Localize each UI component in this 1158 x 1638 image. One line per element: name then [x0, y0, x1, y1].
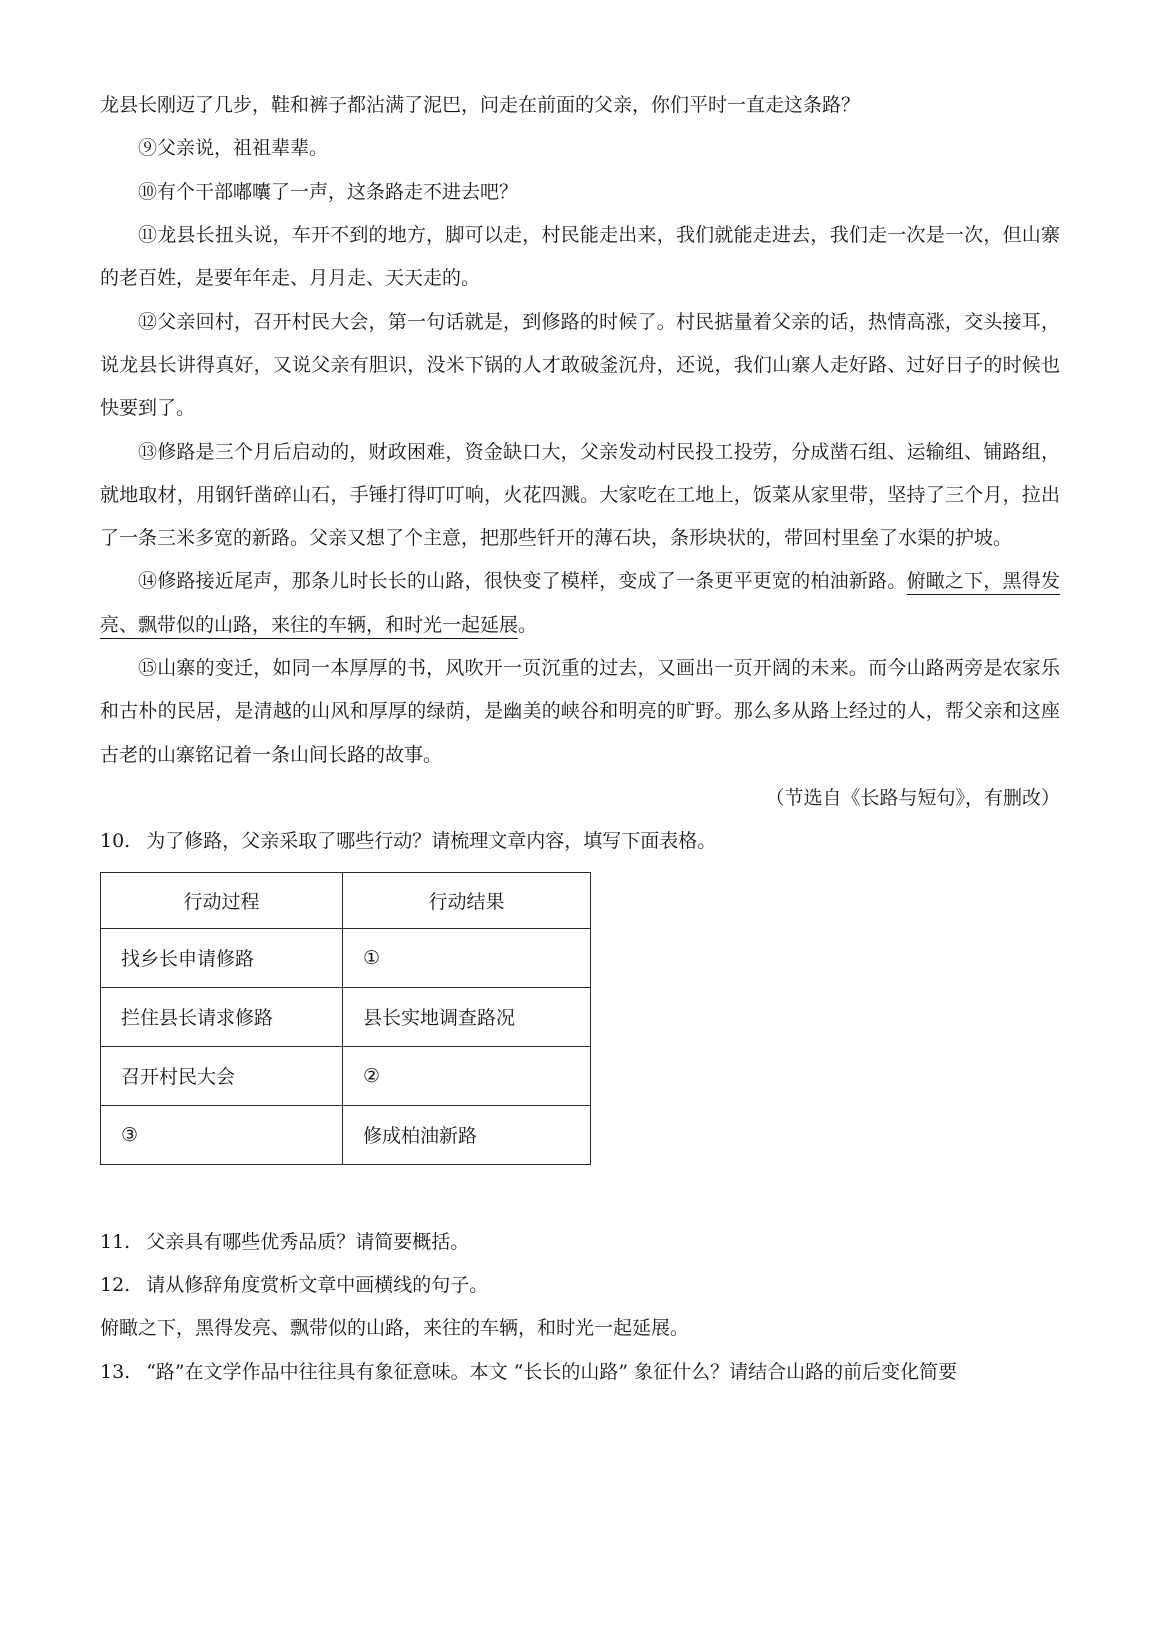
question-10	[100, 820, 1060, 863]
passage-text: ⑭修路接近尾声，那条儿时长长的山路，很快变了模样，变成了一条更平更宽的柏油新路。	[138, 570, 907, 593]
action-table-head	[101, 872, 591, 928]
passage-text: ⑩有个干部嘟囔了一声，这条路走不进去吧？	[138, 180, 519, 203]
table-cell: ③	[101, 1105, 343, 1164]
quoted-sentence	[100, 1307, 1060, 1350]
passage-paragraph	[100, 560, 1060, 647]
table-cell: 拦住县长请求修路	[101, 987, 343, 1046]
question-text: “路”在文学作品中往往具有象征意味。本文 “长长的山路” 象征什么？请结合山路的前后变化简要	[146, 1360, 958, 1383]
table-header-cell: 行动结果	[343, 872, 591, 928]
question-text: 请从修辞角度赏析文章中画横线的句子。	[146, 1273, 489, 1296]
question-text: 为了修路，父亲采取了哪些行动？请梳理文章内容，填写下面表格。	[146, 830, 717, 853]
questions-section	[100, 1221, 1060, 1394]
passage-text: ⑫父亲回村，召开村民大会，第一句话就是，到修路的时候了。村民掂量着父亲的话，热情高涨，交头接耳，说龙县长讲得真好，又说父亲有胆识，没米下锅的人才敢破釜沉舟，还说，我们山寨人走好路、过好日子的时候也快要到了。	[100, 310, 1060, 420]
passage-paragraph	[100, 431, 1060, 561]
passage-paragraph	[100, 301, 1060, 431]
table-row	[101, 928, 591, 987]
underlined-sentence: 俯瞰之下，黑得发亮、飘带似的山路，来往的车辆，和时光一起延展	[100, 570, 1060, 636]
passage-text: ⑪龙县长扭头说，车开不到的地方，脚可以走，村民能走出来，我们就能走进去，我们走一次是一次，但山寨的老百姓，是要年年走、月月走、天天走的。	[100, 223, 1060, 290]
table-cell: 找乡长申请修路	[101, 928, 343, 987]
passage-text: 。	[518, 613, 538, 636]
passage-text: ⑨父亲说，祖祖辈辈。	[138, 137, 329, 160]
question-item	[100, 1221, 1060, 1264]
question-number: 13.	[100, 1360, 131, 1383]
table-header-cell: 行动过程	[101, 872, 343, 928]
passage-text: ⑬修路是三个月后启动的，财政困难，资金缺口大，父亲发动村民投工投劳，分成凿石组、运输组、铺路组，就地取材，用钢钎凿碎山石，手锤打得叮叮响，火花四溅。大家吃在工地上，饭菜从家里带，坚持了三个月，拉出了一条三米多宽的新路。父亲又想了个主意，把那些钎开的薄石块，条形块状的，带回村里垒了水渠的护坡。	[100, 440, 1060, 550]
table-row	[101, 1046, 591, 1105]
question-text: 父亲具有哪些优秀品质？请简要概括。	[146, 1230, 470, 1253]
question-number: 10.	[100, 830, 131, 853]
table-row	[101, 987, 591, 1046]
passage-text: ⑮山寨的变迁，如同一本厚厚的书，风吹开一页沉重的过去，又画出一页开阔的未来。而今山路两旁是农家乐和古朴的民居，是清越的山风和厚厚的绿荫，是幽美的峡谷和明亮的旷野。那么多从路上经过的人，帮父亲和这座古老的山寨铭记着一条山间长路的故事。	[100, 657, 1060, 766]
passage-text: 龙县长刚迈了几步，鞋和裤子都沾满了泥巴，问走在前面的父亲，你们平时一直走这条路？	[100, 94, 861, 116]
citation: （节选自《长路与短句》，有删改）	[765, 787, 1060, 809]
table-header-row	[101, 872, 591, 928]
table-cell: 修成柏油新路	[343, 1105, 591, 1164]
question-number: 11.	[100, 1230, 131, 1253]
passage-paragraph	[100, 171, 1060, 214]
question-item	[100, 1264, 1060, 1307]
action-table-body	[101, 928, 591, 1164]
question-number: 12.	[100, 1273, 131, 1296]
table-cell: ②	[343, 1046, 591, 1105]
action-table	[100, 872, 591, 1165]
passage-paragraph	[100, 647, 1060, 777]
passage-paragraph	[100, 84, 1060, 127]
question-text: 俯瞰之下，黑得发亮、飘带似的山路，来往的车辆，和时光一起延展。	[100, 1317, 690, 1340]
table-row	[101, 1105, 591, 1164]
reading-passage	[100, 84, 1060, 777]
table-cell: 县长实地调查路况	[343, 987, 591, 1046]
table-cell: 召开村民大会	[101, 1046, 343, 1105]
table-cell: ①	[343, 928, 591, 987]
question-item	[100, 1351, 1060, 1394]
passage-paragraph	[100, 214, 1060, 301]
passage-paragraph	[100, 127, 1060, 170]
